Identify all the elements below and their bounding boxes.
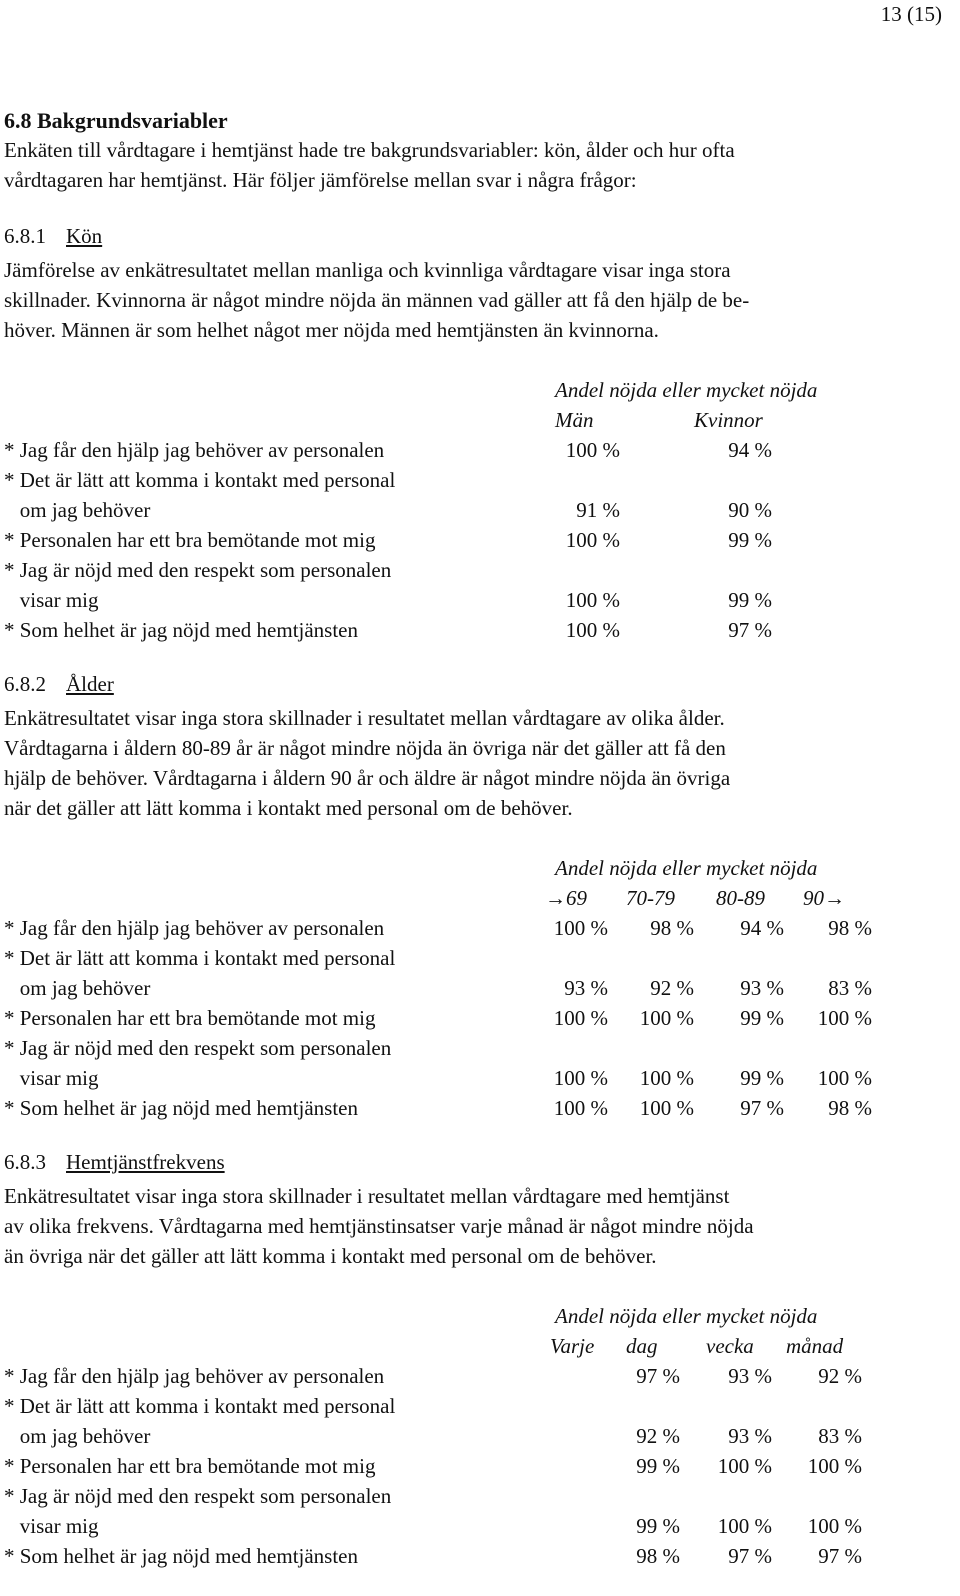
paragraph-line: skillnader. Kvinnorna är något mindre nöjda än männen vad gäller att få den hjälp de be-: [4, 288, 750, 312]
subsection-number: 6.8.1: [4, 224, 46, 248]
subsection-title: Ålder: [66, 672, 114, 696]
table-cell: 94 %: [728, 438, 772, 462]
paragraph-line: Enkätresultatet visar inga stora skillnader i resultatet mellan vårdtagare med hemtjänst: [4, 1184, 730, 1208]
row-label: om jag behöver: [4, 1424, 151, 1448]
table-cell: 83 %: [828, 976, 872, 1000]
subsection-number: 6.8.2: [4, 672, 46, 696]
column-header: 70-79: [626, 886, 675, 910]
table-cell: 99 %: [728, 528, 772, 552]
column-header: vecka: [706, 1334, 754, 1358]
paragraph-line: Enkätresultatet visar inga stora skillnader i resultatet mellan vårdtagare av olika ålder.: [4, 706, 725, 730]
table-cell: 90 %: [728, 498, 772, 522]
table-cell: 100 %: [565, 528, 620, 552]
column-header: 80-89: [716, 886, 765, 910]
row-label: * Personalen har ett bra bemötande mot mig: [4, 1454, 376, 1478]
table-cell: 99 %: [740, 1066, 784, 1090]
row-label: * Jag får den hjälp jag behöver av personalen: [4, 438, 385, 462]
table-header: Andel nöjda eller mycket nöjda: [555, 856, 818, 880]
table-cell: 97 %: [728, 618, 772, 642]
row-label: * Jag får den hjälp jag behöver av personalen: [4, 1364, 385, 1388]
table-cell: 100 %: [807, 1454, 862, 1478]
subsection-title: Kön: [66, 224, 103, 248]
intro-line: Enkäten till vårdtagare i hemtjänst hade tre bakgrundsvariabler: kön, ålder och hur ofta: [4, 138, 735, 162]
column-header: Män: [555, 408, 594, 432]
table-cell: 97 %: [728, 1544, 772, 1568]
row-label: * Det är lätt att komma i kontakt med personal: [4, 1394, 396, 1418]
table-cell: 100 %: [639, 1066, 694, 1090]
table-header: Andel nöjda eller mycket nöjda: [555, 378, 818, 402]
column-header: →69: [545, 886, 587, 910]
paragraph-line: än övriga när det gäller att lätt komma i kontakt med personal om de behöver.: [4, 1244, 657, 1268]
row-label: * Personalen har ett bra bemötande mot mig: [4, 528, 376, 552]
table-cell: 100 %: [565, 588, 620, 612]
table-cell: 98 %: [650, 916, 694, 940]
table-cell: 99 %: [740, 1006, 784, 1030]
paragraph-line: höver. Männen är som helhet något mer nöjda med hemtjänsten än kvinnorna.: [4, 318, 659, 342]
table-cell: 100 %: [807, 1514, 862, 1538]
paragraph-line: när det gäller att lätt komma i kontakt med personal om de behöver.: [4, 796, 573, 820]
table-cell: 98 %: [828, 916, 872, 940]
row-label: * Det är lätt att komma i kontakt med personal: [4, 468, 396, 492]
table-cell: 100 %: [565, 618, 620, 642]
table-cell: 97 %: [740, 1096, 784, 1120]
table-cell: 100 %: [553, 1096, 608, 1120]
row-label: visar mig: [4, 1514, 99, 1538]
row-label: visar mig: [4, 1066, 99, 1090]
table-cell: 93 %: [728, 1424, 772, 1448]
table-cell: 94 %: [740, 916, 784, 940]
column-header: Kvinnor: [694, 408, 763, 432]
row-label: * Personalen har ett bra bemötande mot mig: [4, 1006, 376, 1030]
table-cell: 97 %: [636, 1364, 680, 1388]
row-label: * Det är lätt att komma i kontakt med personal: [4, 946, 396, 970]
table-cell: 100 %: [639, 1096, 694, 1120]
row-label: * Jag är nöjd med den respekt som personalen: [4, 1036, 392, 1060]
row-label: visar mig: [4, 588, 99, 612]
row-label: om jag behöver: [4, 498, 151, 522]
table-cell: 99 %: [636, 1514, 680, 1538]
row-label: * Jag är nöjd med den respekt som personalen: [4, 558, 392, 582]
table-cell: 100 %: [717, 1454, 772, 1478]
row-label: * Som helhet är jag nöjd med hemtjänsten: [4, 618, 359, 642]
table-cell: 98 %: [828, 1096, 872, 1120]
table-cell: 93 %: [740, 976, 784, 1000]
table-cell: 98 %: [636, 1544, 680, 1568]
row-label: * Som helhet är jag nöjd med hemtjänsten: [4, 1096, 359, 1120]
paragraph-line: av olika frekvens. Vårdtagarna med hemtjänstinsatser varje månad är något mindre nöjda: [4, 1214, 754, 1238]
table-cell: 99 %: [728, 588, 772, 612]
column-header: månad: [786, 1334, 844, 1358]
table-cell: 93 %: [564, 976, 608, 1000]
paragraph-line: Vårdtagarna i åldern 80-89 år är något mindre nöjda än övriga när det gäller att få den: [4, 736, 726, 760]
table-cell: 93 %: [728, 1364, 772, 1388]
section-title: 6.8 Bakgrundsvariabler: [4, 108, 228, 133]
paragraph-line: Jämförelse av enkätresultatet mellan manliga och kvinnliga vårdtagare visar inga stora: [4, 258, 731, 282]
page-number: 13 (15): [880, 2, 942, 26]
column-prefix: Varje: [550, 1334, 595, 1358]
table-cell: 92 %: [818, 1364, 862, 1388]
row-label: * Jag är nöjd med den respekt som personalen: [4, 1484, 392, 1508]
table-cell: 100 %: [817, 1006, 872, 1030]
table-cell: 92 %: [636, 1424, 680, 1448]
row-label: * Jag får den hjälp jag behöver av personalen: [4, 916, 385, 940]
table-cell: 100 %: [639, 1006, 694, 1030]
table-cell: 91 %: [576, 498, 620, 522]
table-cell: 100 %: [817, 1066, 872, 1090]
row-label: om jag behöver: [4, 976, 151, 1000]
table-cell: 100 %: [565, 438, 620, 462]
table-cell: 99 %: [636, 1454, 680, 1478]
table-header: Andel nöjda eller mycket nöjda: [555, 1304, 818, 1328]
table-cell: 83 %: [818, 1424, 862, 1448]
table-cell: 92 %: [650, 976, 694, 1000]
row-label: * Som helhet är jag nöjd med hemtjänsten: [4, 1544, 359, 1568]
paragraph-line: hjälp de behöver. Vårdtagarna i åldern 90 år och äldre är något mindre nöjda än övriga: [4, 766, 731, 790]
table-cell: 100 %: [553, 916, 608, 940]
table-cell: 100 %: [553, 1006, 608, 1030]
subsection-title: Hemtjänstfrekvens: [66, 1150, 225, 1174]
intro-line: vårdtagaren har hemtjänst. Här följer jämförelse mellan svar i några frågor:: [4, 168, 637, 192]
subsection-number: 6.8.3: [4, 1150, 46, 1174]
column-header: dag: [626, 1334, 658, 1358]
table-cell: 97 %: [818, 1544, 862, 1568]
column-header: 90→: [803, 886, 845, 910]
table-cell: 100 %: [717, 1514, 772, 1538]
table-cell: 100 %: [553, 1066, 608, 1090]
